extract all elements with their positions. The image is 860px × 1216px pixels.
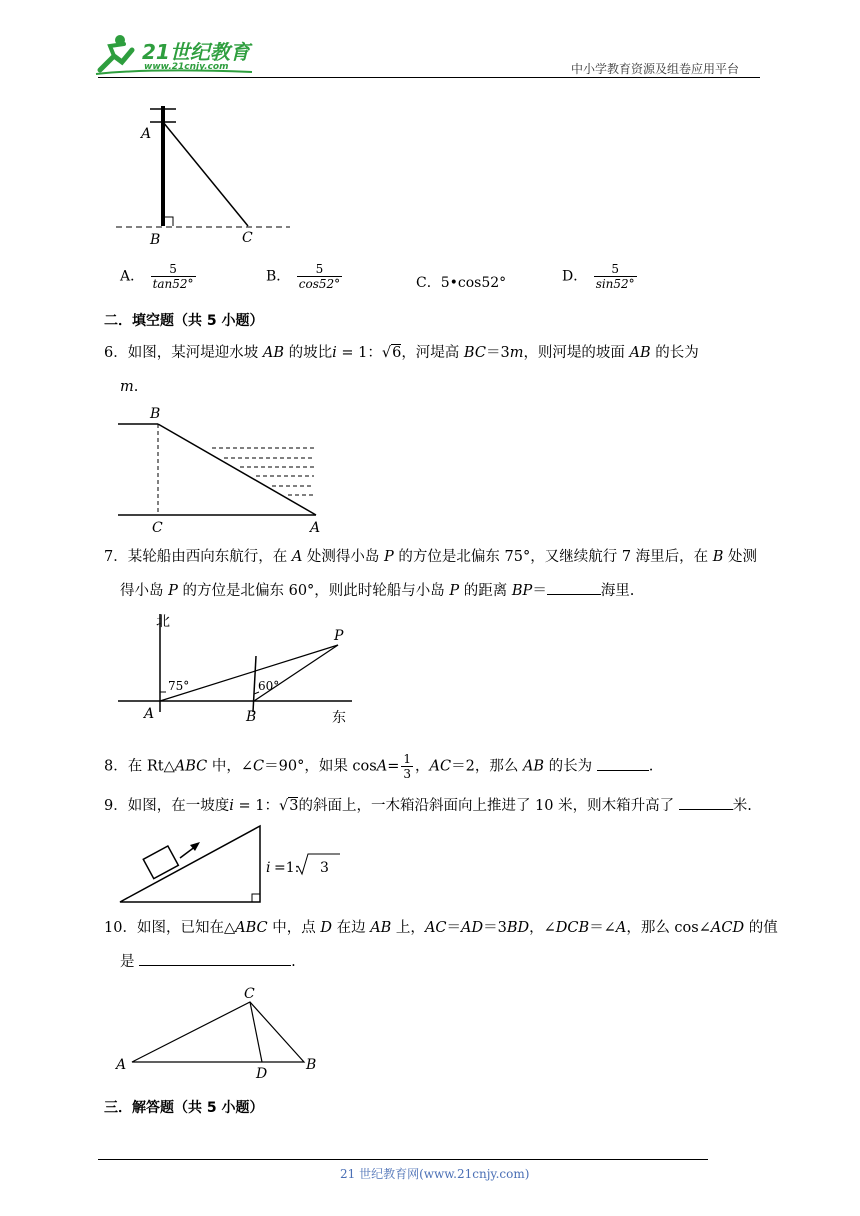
option-letter: B． bbox=[266, 268, 291, 285]
answer-blank[interactable] bbox=[679, 795, 733, 810]
answer-blank[interactable] bbox=[139, 951, 291, 966]
label-c: C bbox=[244, 986, 255, 1002]
q5-option-d[interactable] bbox=[562, 262, 639, 291]
header-right-text: 中小学教育资源及组卷应用平台 bbox=[571, 62, 740, 76]
frac-den: 3 bbox=[403, 767, 412, 781]
east-label: 东 bbox=[332, 710, 346, 726]
label-p: P bbox=[334, 628, 344, 644]
ratio-text: =1: bbox=[274, 860, 300, 876]
option-letter: A． bbox=[120, 268, 145, 285]
question-7-line2: 得小岛 P 的方位是北偏东 60°，则此时轮船与小岛 P 的距离 BP＝ 海里. bbox=[120, 580, 634, 601]
angle-75: 75° bbox=[168, 679, 190, 693]
wire-ac bbox=[163, 122, 248, 226]
water-lines bbox=[212, 448, 314, 495]
frac-num: 1 bbox=[403, 752, 412, 766]
question-8: 8．在 Rt△ABC 中，∠C＝90°，如果 cosA= $\frac{1}{3}$ ，AC＝2，那么 AB 的长为 . bbox=[104, 752, 654, 781]
question-10-line2: 是 . bbox=[120, 951, 296, 972]
triangle-abc bbox=[132, 1002, 304, 1062]
slope-triangle bbox=[120, 826, 260, 902]
answer-blank[interactable] bbox=[547, 580, 601, 595]
frac-den: sin52° bbox=[595, 277, 635, 291]
frac-num: 5 bbox=[315, 262, 324, 276]
sqrt-sign bbox=[298, 854, 340, 874]
q5-option-b[interactable] bbox=[266, 262, 344, 291]
ratio-i: i bbox=[266, 860, 271, 876]
north-label: 北 bbox=[156, 614, 170, 630]
figure-q9 bbox=[116, 820, 346, 906]
label-a: A bbox=[116, 1057, 127, 1073]
figure-q5 bbox=[110, 102, 300, 252]
section-3-title: 三．解答题（共 5 小题） bbox=[104, 1100, 264, 1116]
option-letter: D． bbox=[562, 268, 588, 285]
footer-text[interactable]: 21 世纪教育网(www.21cnjy.com) bbox=[340, 1167, 530, 1181]
segment-cd bbox=[250, 1002, 262, 1062]
logo-url: www.21cnjy.com bbox=[144, 62, 229, 72]
q5-option-c[interactable] bbox=[416, 272, 506, 292]
frac-den: tan52° bbox=[152, 277, 194, 291]
q5-option-a[interactable] bbox=[120, 262, 198, 291]
question-7: 7．某轮船由西向东航行，在 A 处测得小岛 P 的方位是北偏东 75°，又继续航行 7 海里后，在 B 处测 bbox=[104, 549, 758, 565]
question-10: 10．如图，已知在△ABC 中，点 D 在边 AB 上，AC＝AD＝3BD，∠DCB＝∠A，那么 cos∠ACD 的值 bbox=[104, 920, 778, 936]
label-c: C bbox=[152, 520, 163, 536]
angle-60: 60° bbox=[258, 679, 280, 693]
label-b: B bbox=[246, 709, 257, 725]
frac-den: cos52° bbox=[298, 277, 341, 291]
question-9: 9．如图，在一坡度i = 1：√3的斜面上，一木箱沿斜面向上推进了 10 米，则木箱升高了 米. bbox=[104, 795, 752, 816]
figure-q10 bbox=[114, 984, 324, 1080]
frac-num: 5 bbox=[169, 262, 177, 276]
label-a: A bbox=[141, 126, 152, 142]
label-c: C bbox=[242, 230, 253, 246]
ratio-sqrt: 3 bbox=[320, 860, 329, 876]
right-angle-mark bbox=[252, 894, 260, 902]
label-b: B bbox=[150, 406, 161, 422]
answer-blank[interactable] bbox=[597, 756, 649, 771]
section-2-title: 二．填空题（共 5 小题） bbox=[104, 313, 264, 329]
label-a: A bbox=[144, 706, 155, 722]
figure-q7 bbox=[116, 612, 356, 728]
question-6: 6．如图，某河堤迎水坡 AB 的坡比i = 1：√6，河堤高 BC＝3m，则河堤的坡面 AB 的长为 bbox=[104, 345, 699, 361]
label-b: B bbox=[306, 1057, 317, 1073]
option-letter: C． bbox=[416, 275, 441, 291]
right-angle-mark bbox=[165, 217, 173, 226]
logo-text: 21世纪教育 bbox=[142, 40, 250, 64]
label-a: A bbox=[310, 520, 321, 536]
question-6-line2: m. bbox=[120, 379, 139, 395]
frac-num: 5 bbox=[611, 262, 619, 276]
label-b: B bbox=[150, 232, 161, 248]
header-rule bbox=[98, 77, 760, 78]
figure-q6 bbox=[116, 402, 326, 538]
label-d: D bbox=[256, 1066, 268, 1080]
slope-ab bbox=[158, 424, 316, 515]
header-logo bbox=[92, 32, 262, 78]
north-line-b bbox=[253, 656, 256, 712]
footer-rule bbox=[98, 1159, 708, 1160]
option-text: 5•cos52° bbox=[440, 275, 507, 291]
